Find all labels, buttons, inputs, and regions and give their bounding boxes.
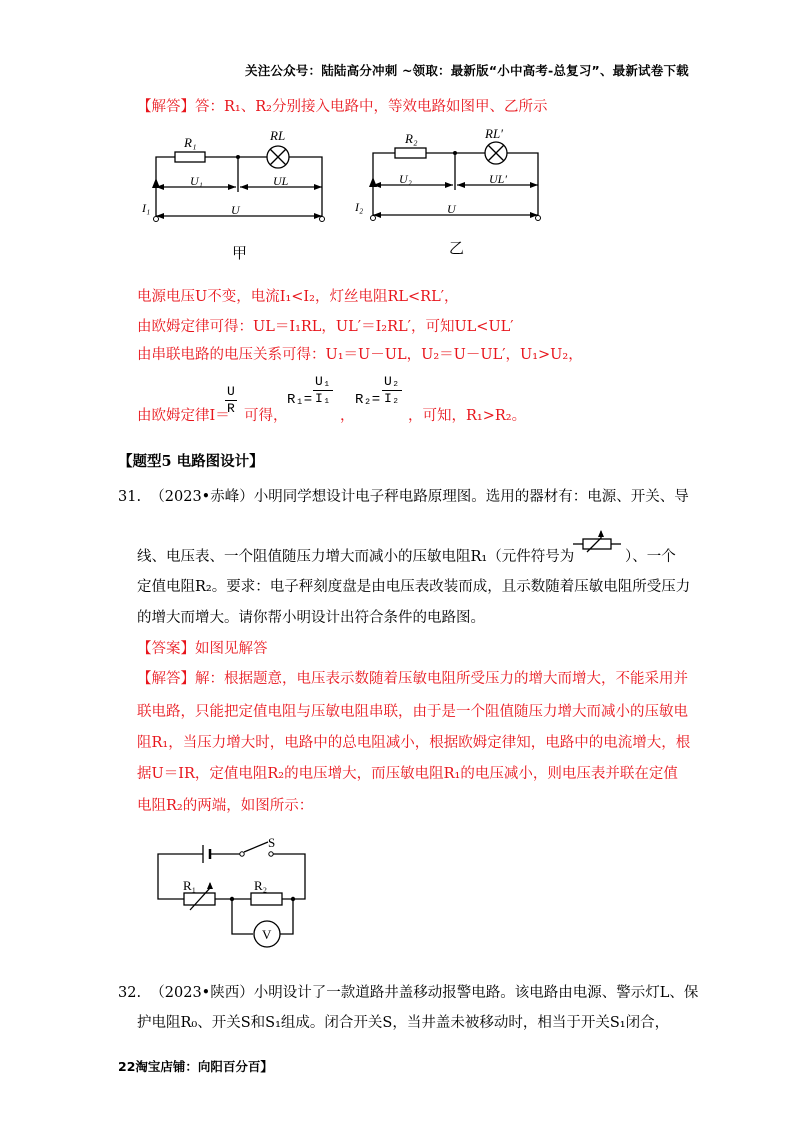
label-u: U (231, 203, 240, 217)
label-u2: U₂ (399, 172, 412, 186)
answer-line-2: 由欧姆定律可得：UL＝I₁RL，UL′＝I₂RL′，可知UL<UL′ (137, 319, 514, 335)
label-rl: RL (270, 130, 286, 143)
varistor-symbol-icon (573, 528, 623, 558)
answer-intro (137, 100, 547, 115)
circuit-figure-yi (355, 125, 555, 260)
label-u: U (447, 202, 456, 216)
label-i2: I₂ (355, 200, 364, 214)
q31-solution-line-4: 据U＝IR，定值电阻R₂的电压增大，而压敏电阻R₁的电压减小，则电压表并联在定值 (137, 766, 678, 782)
caption-jia: 甲 (232, 246, 248, 262)
fraction-i-num: U (227, 384, 235, 399)
q32-line-1 (118, 986, 698, 1001)
q31-solution-tag: 【解答】 (137, 671, 195, 687)
q31-solution-line-2: 联电路，只能把定值电阻与压敏电阻串联，由于是一个阻值随压力增大而减小的压敏电 (137, 704, 688, 720)
q31-solution-line-3: 阻R₁，当压力增大时，电路中的总电阻减小，根据欧姆定律知，电路中的电流增大，根 (137, 735, 691, 751)
q31-answer (137, 642, 268, 657)
q31-solution-line-1 (137, 672, 688, 687)
page-header: 关注公众号：陆陆高分冲刺 ~领取：最新版“小中高考-总复习”、最新试卷下载 (245, 63, 689, 78)
resistor-r1 (175, 152, 205, 162)
fraction-i-den: R (227, 401, 235, 416)
label-r2: R₂ (405, 131, 418, 146)
page-number: 22 (118, 1059, 136, 1074)
r2-lhs: R₂= (355, 392, 381, 408)
label-r2: R₂ (254, 878, 268, 893)
q32-text-1: 小明设计了一款道路井盖移动报警电路。该电路由电源、警示灯L、保 (253, 985, 699, 1001)
q31-number: 31. (118, 489, 142, 505)
fraction-r1-den: I₁ (315, 391, 331, 406)
label-u1: U₁ (190, 174, 203, 188)
footer-text: 淘宝店铺：向阳百分百】 (135, 1059, 273, 1074)
answer-line-1: 电源电压U不变，电流I₁<I₂，灯丝电阻RL<RL′， (137, 289, 459, 305)
q31-line-4: 的增大而增大。请你帮小明设计出符合条件的电路图。 (137, 610, 485, 626)
q31-solution-line-5: 电阻R₂的两端，如图所示： (137, 798, 314, 814)
q32-source: （2023•陕西） (150, 985, 254, 1001)
q31-line-2b: ）、一个 (625, 549, 676, 565)
q31-line-2a: 线、电压表、一个阻值随压力增大而减小的压敏电阻R₁（元件符号为 (137, 549, 575, 565)
fraction-r1 (313, 374, 333, 407)
switch-s (244, 842, 268, 852)
q32-number: 32. (118, 985, 142, 1001)
page-footer (118, 1057, 273, 1075)
section-title: 【题型5 电路图设计】 (118, 453, 264, 470)
caption-yi: 乙 (449, 241, 465, 257)
fraction-r2-num: U₂ (384, 374, 400, 389)
resistor-r2 (395, 148, 426, 158)
label-r1: R₁ (183, 878, 197, 893)
r1-lhs: R₁= (287, 392, 313, 408)
label-v: V (262, 927, 272, 942)
fraction-i (225, 384, 237, 417)
q31-answer-tag: 【答案】 (137, 641, 195, 657)
answer-line-4a: 由欧姆定律I＝ (137, 408, 230, 424)
label-s: S (268, 835, 276, 850)
answer-line-3: 由串联电路的电压关系可得：U₁＝U－UL，U₂＝U－UL′，U₁>U₂， (137, 347, 583, 363)
fraction-r2 (382, 374, 402, 407)
label-ul-prime: UL′ (489, 172, 507, 186)
q31-line-3: 定值电阻R₂。要求：电子秤刻度盘是由电压表改装而成，且示数随着压敏电阻所受压力 (137, 579, 691, 595)
answer-line-4c: ，可知，R₁>R₂。 (408, 408, 527, 424)
answer-intro-text: 答：R₁、R₂分别接入电路中，等效电路如图甲、乙所示 (195, 99, 548, 115)
label-ul: UL (273, 174, 289, 188)
q31-solution-text-1: 解：根据题意，电压表示数随着压敏电阻所受压力的增大而增大，不能采用并 (195, 671, 688, 687)
q31-line-1 (118, 490, 689, 505)
resistor-r2 (251, 893, 282, 905)
fraction-r2-den: I₂ (384, 391, 400, 406)
answer-tag: 【解答】 (137, 99, 195, 115)
label-r1: R₁ (184, 135, 197, 150)
circuit-figure-jia (140, 130, 340, 265)
fraction-r1-num: U₁ (315, 374, 331, 389)
answer-line-4b: 可得， (244, 408, 288, 424)
q32-line-2: 护电阻R₀、开关S和S₁组成。闭合开关S，当井盖未被移动时，相当于开关S₁闭合， (137, 1015, 670, 1031)
q31-text-1: 小明同学想设计电子秤电路原理图。选用的器材有：电源、开关、导 (253, 489, 689, 505)
label-rl-prime: RL′ (485, 126, 504, 141)
q31-source: （2023•赤峰） (150, 489, 254, 505)
q31-answer-text: 如图见解答 (195, 641, 268, 657)
label-i1: I₁ (142, 201, 151, 215)
q31-circuit-diagram (150, 830, 315, 955)
